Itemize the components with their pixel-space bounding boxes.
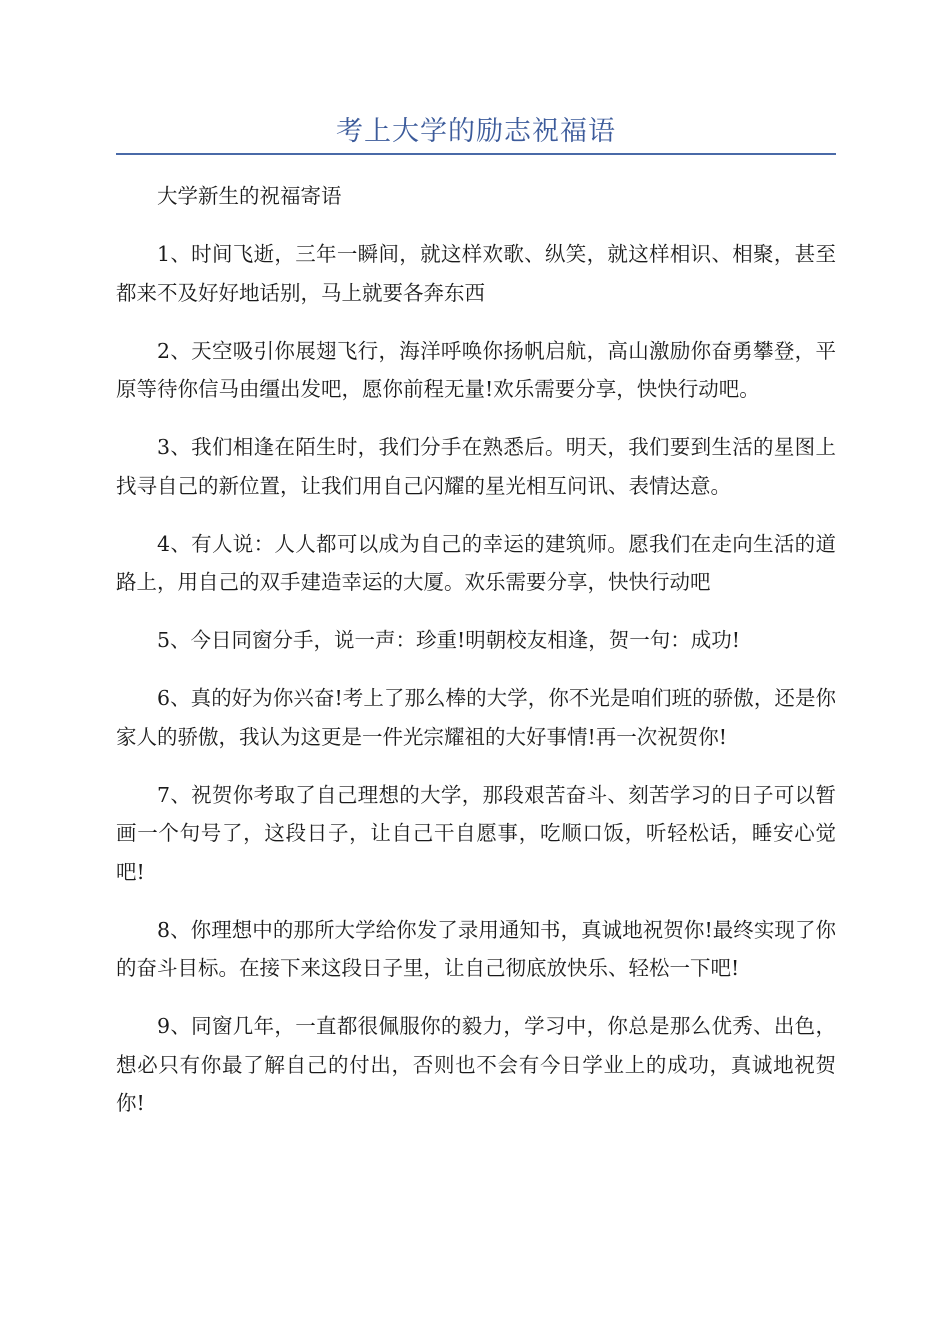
blessing-paragraph-9: 9、同窗几年，一直都很佩服你的毅力，学习中，你总是那么优秀、出色，想必只有你最了解自己的付出，否则也不会有今日学业上的成功，真诚地祝贺你! <box>116 1014 836 1115</box>
title-underline <box>116 153 836 155</box>
blessing-paragraph-6: 6、真的好为你兴奋!考上了那么棒的大学，你不光是咱们班的骄傲，还是你家人的骄傲，我认为这更是一件光宗耀祖的大好事情!再一次祝贺你! <box>116 686 836 749</box>
blessing-paragraph-5: 5、今日同窗分手，说一声：珍重!明朝校友相逢，贺一句：成功! <box>157 628 741 652</box>
document-page <box>116 0 836 1344</box>
document-body <box>116 177 836 1142</box>
blessing-paragraph-2: 2、天空吸引你展翅飞行，海洋呼唤你扬帆启航，高山激励你奋勇攀登，平原等待你信马由缰出发吧，愿你前程无量!欢乐需要分享，快快行动吧。 <box>116 338 836 401</box>
blessing-paragraph-7: 7、祝贺你考取了自己理想的大学，那段艰苦奋斗、刻苦学习的日子可以暂画一个句号了，这段日子，让自己干自愿事，吃顺口饭，听轻松话，睡安心觉吧! <box>116 782 836 884</box>
section-heading: 大学新生的祝福寄语 <box>157 184 342 208</box>
blessing-paragraph-1: 1、时间飞逝，三年一瞬间，就这样欢歌、纵笑，就这样相识、相聚，甚至都来不及好好地话别，马上就要各奔东西 <box>116 242 836 305</box>
blessing-paragraph-3: 3、我们相逢在陌生时，我们分手在熟悉后。明天，我们要到生活的星图上找寻自己的新位置，让我们用自己闪耀的星光相互问讯、表情达意。 <box>116 435 836 498</box>
document-title: 考上大学的励志祝福语 <box>336 116 616 147</box>
blessing-paragraph-4: 4、有人说：人人都可以成为自己的幸运的建筑师。愿我们在走向生活的道路上，用自己的双手建造幸运的大厦。欢乐需要分享，快快行动吧 <box>116 531 836 594</box>
blessing-paragraph-8: 8、你理想中的那所大学给你发了录用通知书，真诚地祝贺你!最终实现了你的奋斗目标。在接下来这段日子里，让自己彻底放快乐、轻松一下吧! <box>116 917 836 980</box>
